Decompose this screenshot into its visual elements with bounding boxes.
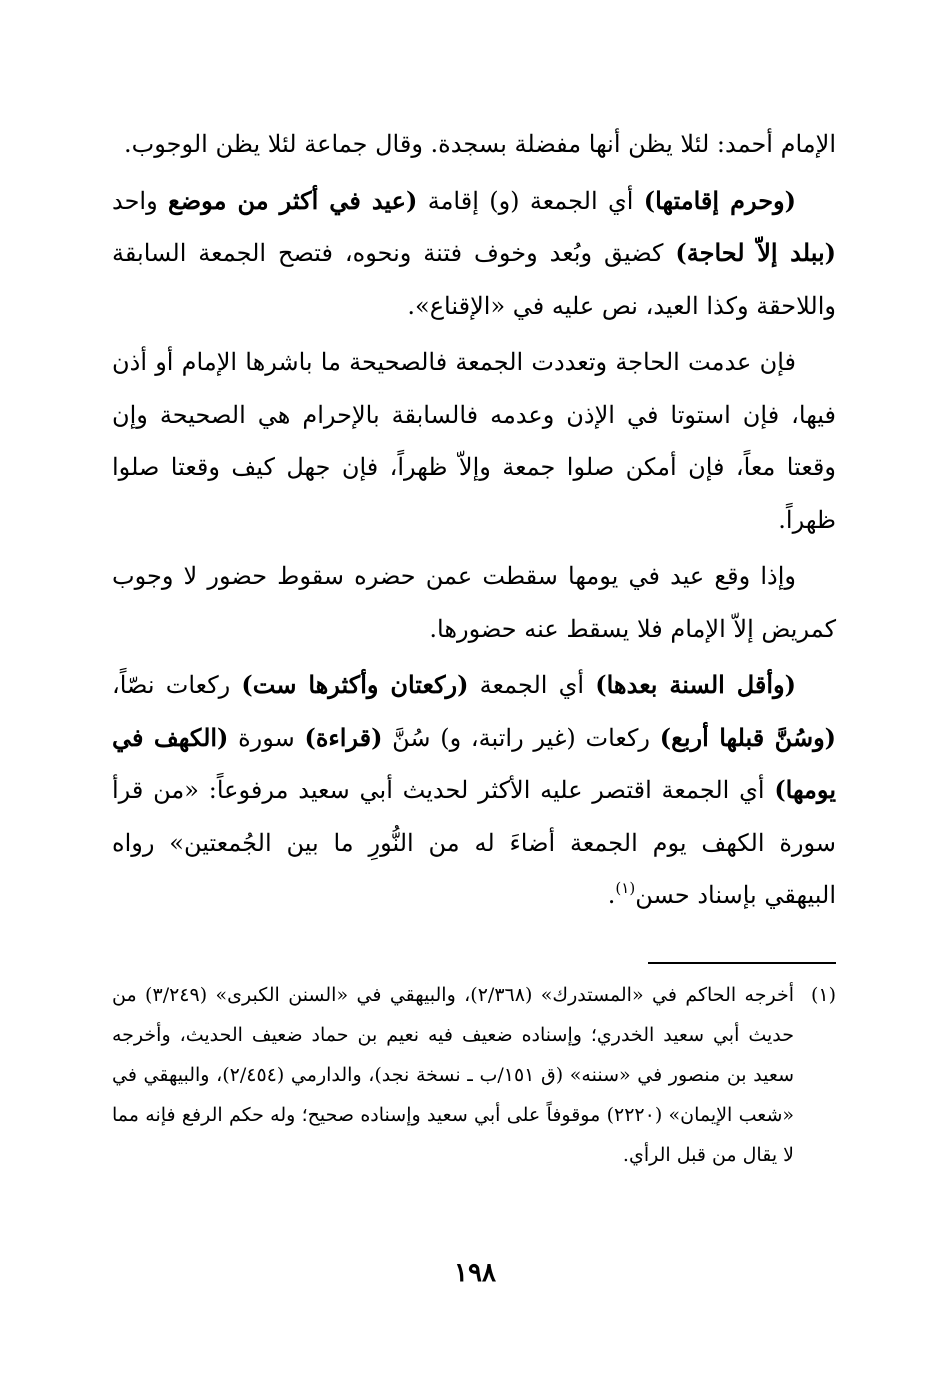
text-run: . (607, 881, 616, 909)
text-run: واحد (112, 186, 169, 215)
footnote-text: أخرجه الحاكم في «المستدرك» (٢/٣٦٨)، والبيهقي في «السنن الكبرى» (٣/٢٤٩) من حديث أبي سعيد الخدري؛ وإسناده ضعيف فيه نعيم بن حماد ضعيف الحديث، وأخرجه سعيد بن منصور في «سننه» (ق ١٥١/ب ـ نسخة نجد)، والدارمي (٢/٤٥٤)، والبيهقي في «شعب الإيمان» (٢٢٢٠) موقوفاً على أبي سعيد وإسناده صحيح؛ وله حكم الرفع فإنه مما لا يقال من قبل الرأي. (112, 984, 794, 1166)
bold-term: (وأقل السنة بعدها) (595, 670, 797, 699)
paragraph-5 (112, 659, 836, 922)
text-run: أي الجمعة (و) إقامة (417, 186, 644, 215)
bold-term: (وحرم إقامتها) (643, 185, 797, 215)
footnote-reference: (١) (615, 879, 636, 897)
bold-term: (قراءة) (304, 722, 383, 752)
footnotes (112, 975, 836, 1175)
text-run: فإن عدمت الحاجة وتعددت الجمعة فالصحيحة ما باشرها الإمام أو أذن فيها، فإن استوتا في الإذن وعدمه فالسابقة بالإحرام هي الصحيحة وإن وقعتا معاً، فإن أمكن صلوا جمعة وإلاّ ظهراً، فإن جهل كيف وقعتا صلوا ظهراً. (112, 348, 836, 534)
paragraph-3 (112, 336, 836, 546)
text-run: سورة (228, 723, 305, 752)
page-number: ١٩٨ (454, 1258, 496, 1288)
text-run: كضيق وبُعد وخوف فتنة ونحوه، فتصح الجمعة السابقة واللاحقة وكذا العيد، نص عليه في «الإقناع». (112, 239, 836, 320)
text-run: ركعات (غير راتبة، و) سُنَّ (382, 723, 660, 752)
paragraph-2 (112, 175, 836, 333)
footnote-separator (648, 962, 836, 964)
bold-term: (عيد في أكثر من موضع (168, 185, 418, 215)
text-run: وإذا وقع عيد في يومها سقطت عمن حضره سقوط حضور لا وجوب كمريض إلاّ الإمام فلا يسقط عنه حضورها. (112, 562, 836, 643)
text-run: أي الجمعة (468, 671, 596, 699)
paragraph-1 (112, 118, 836, 171)
bold-term: (ركعتان وأكثرها ست) (241, 670, 469, 699)
main-text (112, 118, 836, 922)
footnote-number: (١) (810, 984, 836, 1006)
text-run: ركعات نصّاً، (112, 671, 242, 699)
bold-term: (الكهف في يومها) (112, 722, 836, 804)
text-run: الإمام أحمد: لئلا يظن أنها مفضلة بسجدة. وقال جماعة لئلا يظن الوجوب. (124, 130, 836, 158)
bold-term: (ببلد إلاّ لحاجة) (675, 238, 837, 267)
text-run: أي الجمعة اقتصر عليه الأكثر لحديث أبي سعيد مرفوعاً: «من قرأ سورة الكهف يوم الجمعة أضاءَ له من النُّورِ ما بين الجُمعتين» رواه البيهقي بإسناد حسن (112, 776, 836, 909)
bold-term: (وسُنَّ قبلها أربع) (659, 722, 837, 752)
footnote-1 (112, 975, 836, 1175)
paragraph-4 (112, 550, 836, 655)
